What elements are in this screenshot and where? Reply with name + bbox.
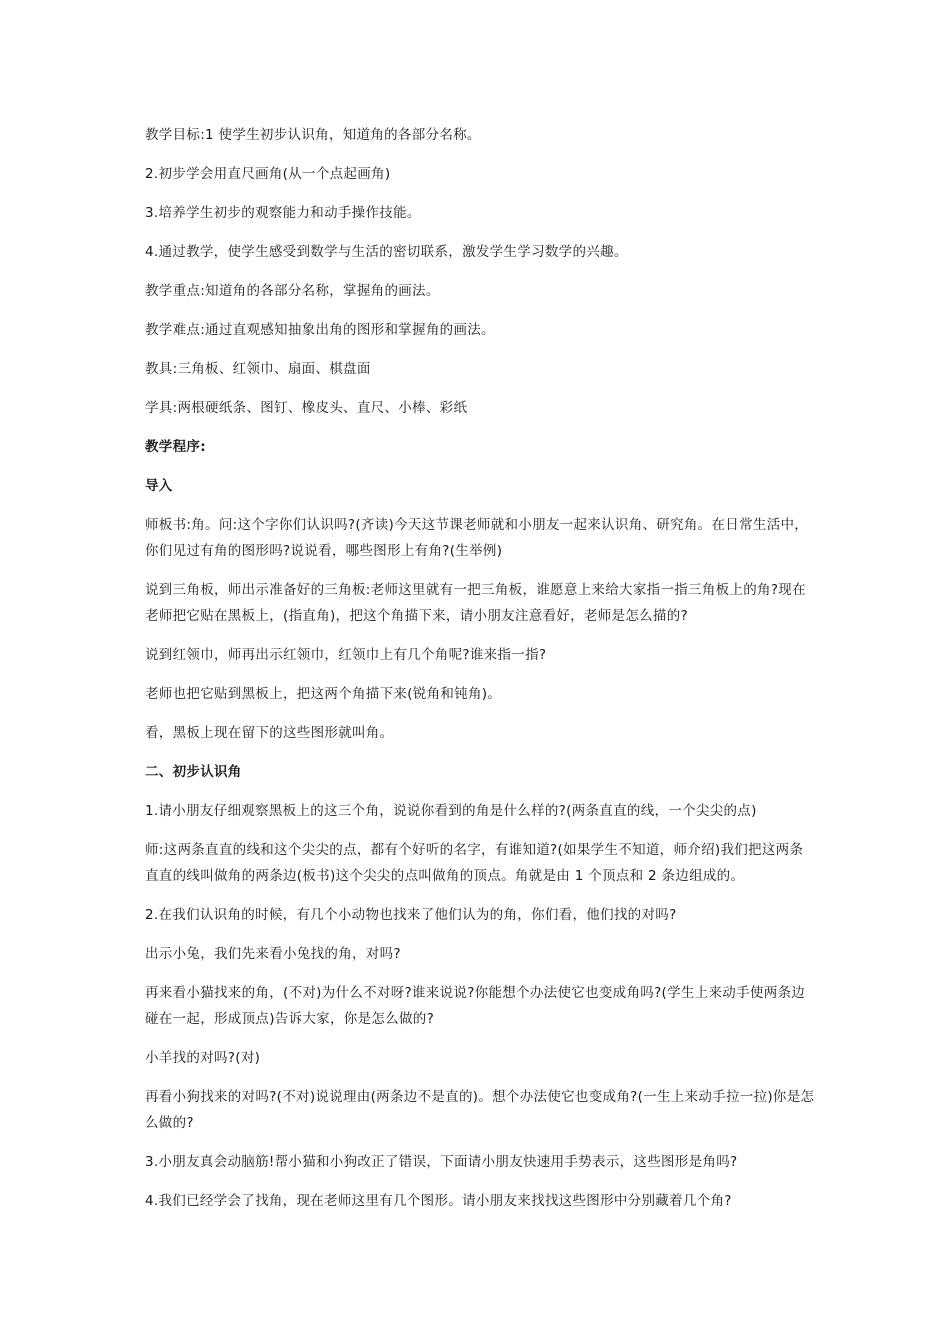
section-heading-procedure: 教学程序: (145, 439, 206, 455)
paragraph-recognize-4: 出示小兔，我们先来看小兔找的角，对吗? (145, 946, 401, 962)
paragraph-recognize-3: 2.在我们认识角的时候，有几个小动物也找来了他们认为的角，你们看，他们找的对吗? (145, 907, 677, 923)
paragraph-recognize-7: 再看小狗找来的对吗?(不对)说说理由(两条边不是直的)。想个办法使它也变成角?(一生上来动手拉一拉)你是怎么做的? (145, 1089, 815, 1131)
document-body (145, 122, 817, 1227)
section-heading-intro: 导入 (145, 478, 173, 494)
paragraph-recognize-9: 4.我们已经学会了找角，现在老师这里有几个图形。请小朋友来找找这些图形中分别藏着几个角? (145, 1193, 732, 1209)
objective-3: 3.培养学生初步的观察能力和动手操作技能。 (145, 205, 421, 221)
paragraph-intro-1: 师板书:角。问:这个字你们认识吗?(齐读)今天这节课老师就和小朋友一起来认识角、研究角。在日常生活中，你们见过有角的图形吗?说说看，哪些图形上有角?(生举例) (145, 517, 809, 559)
paragraph-recognize-2: 师:这两条直直的线和这个尖尖的点，都有个好听的名字，有谁知道?(如果学生不知道，师介绍)我们把这两条直直的线叫做角的两条边(板书)这个尖尖的点叫做角的顶点。角就是由 1 个顶点和 2 条边组成的。 (145, 842, 804, 884)
paragraph-recognize-8: 3.小朋友真会动脑筋!帮小猫和小狗改正了错误，下面请小朋友快速用手势表示，这些图形是角吗? (145, 1154, 738, 1170)
section-heading-recognize: 二、初步认识角 (145, 764, 242, 780)
teaching-aids: 教具:三角板、红领巾、扇面、棋盘面 (145, 361, 371, 377)
key-point: 教学重点:知道角的各部分名称，掌握角的画法。 (145, 283, 440, 299)
paragraph-intro-2: 说到三角板，师出示准备好的三角板:老师这里就有一把三角板，谁愿意上来给大家指一指三角板上的角?现在老师把它贴在黑板上，(指直角)，把这个角描下来，请小朋友注意看好，老师是怎么描的? (145, 582, 806, 624)
objective-1: 教学目标:1 使学生初步认识角，知道角的各部分名称。 (145, 127, 481, 143)
paragraph-intro-3: 说到红领巾，师再出示红领巾，红领巾上有几个角呢?谁来指一指? (145, 647, 547, 663)
difficult-point: 教学难点:通过直观感知抽象出角的图形和掌握角的画法。 (145, 322, 495, 338)
paragraph-recognize-5: 再来看小猫找来的角，(不对)为什么不对呀?谁来说说?你能想个办法使它也变成角吗?(学生上来动手使两条边碰在一起，形成顶点)告诉大家，你是怎么做的? (145, 985, 806, 1027)
objective-4: 4.通过教学，使学生感受到数学与生活的密切联系，激发学生学习数学的兴趣。 (145, 244, 628, 260)
learning-aids: 学具:两根硬纸条、图钉、橡皮头、直尺、小棒、彩纸 (145, 400, 468, 416)
paragraph-recognize-1: 1.请小朋友仔细观察黑板上的这三个角，说说你看到的角是什么样的?(两条直直的线，一个尖尖的点) (145, 803, 757, 819)
paragraph-intro-5: 看，黑板上现在留下的这些图形就叫角。 (145, 725, 394, 741)
paragraph-recognize-6: 小羊找的对吗?(对) (145, 1050, 261, 1066)
paragraph-intro-4: 老师也把它贴到黑板上，把这两个角描下来(锐角和钝角)。 (145, 686, 502, 702)
objective-2: 2.初步学会用直尺画角(从一个点起画角) (145, 166, 391, 182)
